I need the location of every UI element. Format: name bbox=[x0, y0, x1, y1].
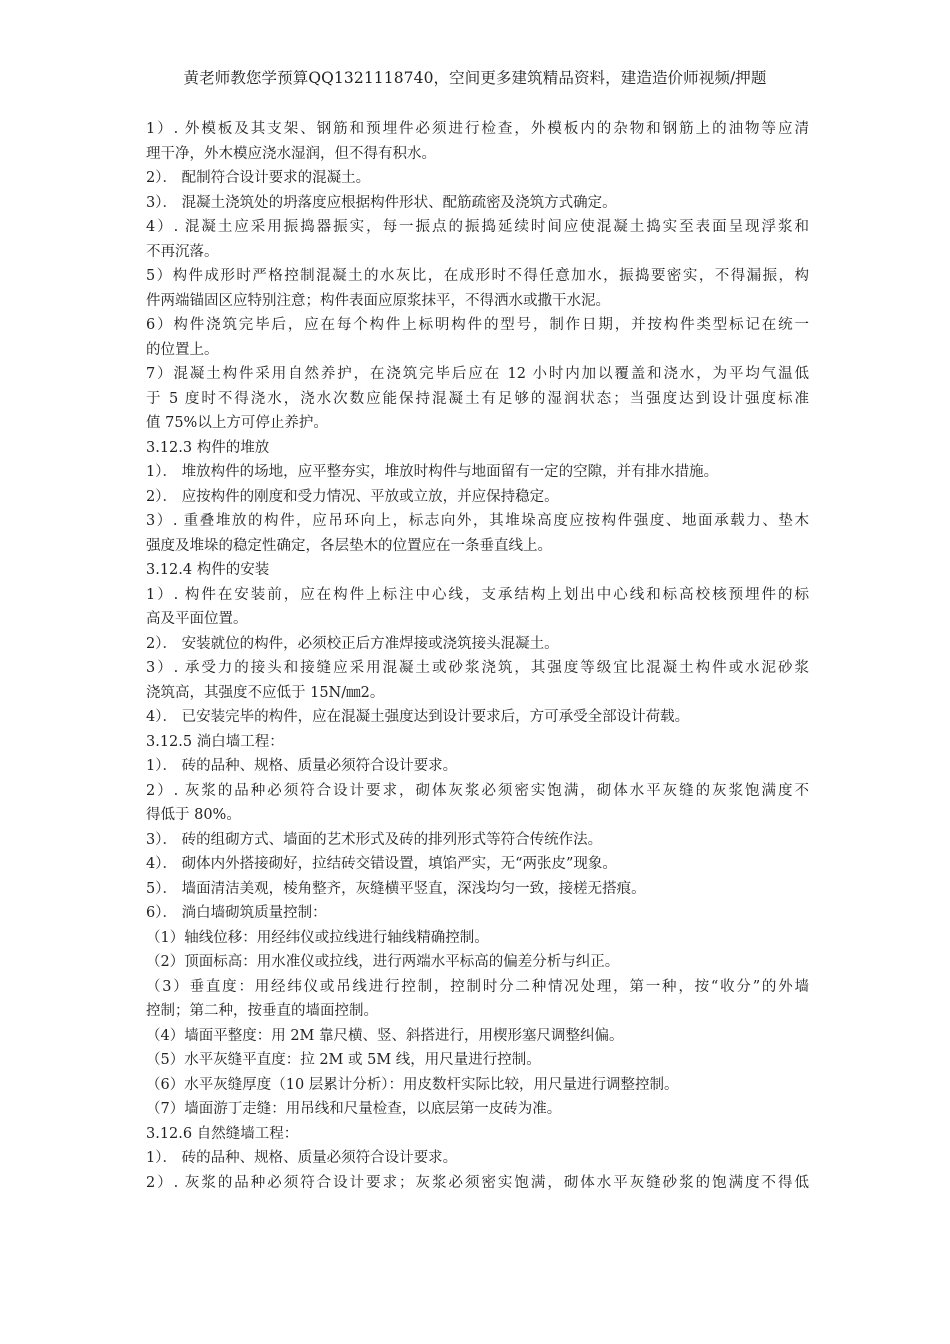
text-line: 2）. 灰浆的品种必须符合设计要求，砌体灰浆必须密实饱满，砌体水平灰缝的灰浆饱满度不 bbox=[146, 782, 809, 799]
text-line: 值 75%以上方可停止养护。 bbox=[146, 415, 328, 431]
text-line: 3.12.5 淌白墙工程： bbox=[146, 733, 284, 750]
text-line: 1）. 外模板及其支架、钢筋和预埋件必须进行检查，外模板内的杂物和钢筋上的油物等应清 bbox=[146, 121, 809, 137]
text-line: 2）． 安装就位的构件，必须校正后方准焊接或浇筑接头混凝土。 bbox=[146, 635, 559, 652]
text-line: 1）. 构件在安装前，应在构件上标注中心线，支承结构上划出中心线和标高校核预埋件的标 bbox=[146, 586, 809, 603]
text-line: （6）水平灰缝厚度（10 层累计分析）：用皮数杆实际比较，用尺量进行调整控制。 bbox=[146, 1076, 679, 1093]
text-line: 2）． 配制符合设计要求的混凝土。 bbox=[146, 170, 371, 186]
text-line: （2）顶面标高：用水准仪或拉线，进行两端水平标高的偏差分析与纠正。 bbox=[146, 954, 620, 970]
text-line: 5）． 墙面清洁美观，棱角整齐，灰缝横平竖直，深浅均匀一致，接槎无搭痕。 bbox=[146, 880, 646, 897]
text-line: 高及平面位置。 bbox=[146, 611, 248, 627]
text-line: 1）． 砖的品种、规格、质量必须符合设计要求。 bbox=[146, 1150, 458, 1166]
text-line: 的位置上。 bbox=[146, 341, 219, 358]
text-line: 3.12.4 构件的安装 bbox=[146, 562, 270, 578]
text-line: 3.12.3 构件的堆放 bbox=[146, 439, 270, 456]
text-line: 1）． 堆放构件的场地，应平整夯实，堆放时构件与地面留有一定的空隙，并有排水措施。 bbox=[146, 464, 719, 480]
text-line: 件两端锚固区应特别注意；构件表面应原浆抹平，不得洒水或撒干水泥。 bbox=[146, 292, 610, 309]
text-line: 控制；第二种，按垂直的墙面控制。 bbox=[146, 1003, 378, 1019]
text-line: 1）． 砖的品种、规格、质量必须符合设计要求。 bbox=[146, 758, 458, 774]
text-line: 2）. 灰浆的品种必须符合设计要求；灰浆必须密实饱满，砌体水平灰缝砂浆的饱满度不得低 bbox=[146, 1174, 809, 1191]
text-line: 3.12.6 自然缝墙工程： bbox=[146, 1125, 299, 1142]
text-line: 3）. 承受力的接头和接缝应采用混凝土或砂浆浇筑，其强度等级宜比混凝土构件或水泥砂浆 bbox=[146, 660, 809, 676]
text-line: 于 5 度时不得浇水，浇水次数应能保持混凝土有足够的湿润状态；当强度达到设计强度标准 bbox=[146, 390, 809, 407]
text-line: 5）构件成形时严格控制混凝土的水灰比，在成形时不得任意加水，振捣要密实，不得漏振，构 bbox=[146, 268, 809, 284]
text-line: 强度及堆垛的稳定性确定，各层垫木的位置应在一条垂直线上。 bbox=[146, 537, 552, 554]
text-line: 不再沉落。 bbox=[146, 243, 219, 260]
text-line: 4）． 砌体内外搭接砌好，拉结砖交错设置，填馅严实，无“两张皮”现象。 bbox=[146, 856, 617, 872]
text-line: （7）墙面游丁走缝：用吊线和尺量检查，以底层第一皮砖为准。 bbox=[146, 1101, 562, 1117]
document-body bbox=[146, 117, 809, 1195]
text-line: 3）． 混凝土浇筑处的坍落度应根据构件形状、配筋疏密及浇筑方式确定。 bbox=[146, 194, 617, 211]
text-line: 2）． 应按构件的刚度和受力情况、平放或立放，并应保持稳定。 bbox=[146, 488, 559, 505]
text-line: 7）混凝土构件采用自然养护，在浇筑完毕后应在 12 小时内加以覆盖和浇水，为平均气温低 bbox=[146, 366, 809, 382]
text-line: 6）． 淌白墙砌筑质量控制： bbox=[146, 905, 327, 921]
text-line: 6）构件浇筑完毕后，应在每个构件上标明构件的型号，制作日期，并按构件类型标记在统一 bbox=[146, 317, 809, 333]
text-line: （3）垂直度：用经纬仪或吊线进行控制，控制时分二种情况处理，第一种，按“收分”的外墙 bbox=[146, 978, 809, 995]
text-line: （1）轴线位移：用经纬仪或拉线进行轴线精确控制。 bbox=[146, 929, 489, 946]
text-line: 浇筑高，其强度不应低于 15N/㎜2。 bbox=[146, 684, 385, 701]
text-line: 3）． 砖的组砌方式、墙面的艺术形式及砖的排列形式等符合传统作法。 bbox=[146, 831, 603, 848]
text-line: （4）墙面平整度：用 2M 靠尺横、竖、斜搭进行，用楔形塞尺调整纠偏。 bbox=[146, 1027, 624, 1044]
page-header: 黄老师教您学预算QQ1321118740，空间更多建筑精品资料，建造造价师视频/押题 bbox=[183, 69, 767, 87]
text-line: 得低于 80%。 bbox=[146, 807, 241, 823]
text-line: （5）水平灰缝平直度：拉 2M 或 5M 线，用尺量进行控制。 bbox=[146, 1052, 541, 1068]
text-line: 理干净，外木模应浇水湿润，但不得有积水。 bbox=[146, 145, 436, 162]
text-line: 4）. 混凝土应采用振捣器振实，每一振点的振捣延续时间应使混凝土捣实至表面呈现浮浆和 bbox=[146, 219, 809, 235]
text-line: 4）． 已安装完毕的构件，应在混凝土强度达到设计要求后，方可承受全部设计荷载。 bbox=[146, 709, 690, 725]
text-line: 3）. 重叠堆放的构件，应吊环向上，标志向外，其堆垛高度应按构件强度、地面承载力、垫木 bbox=[146, 513, 809, 529]
